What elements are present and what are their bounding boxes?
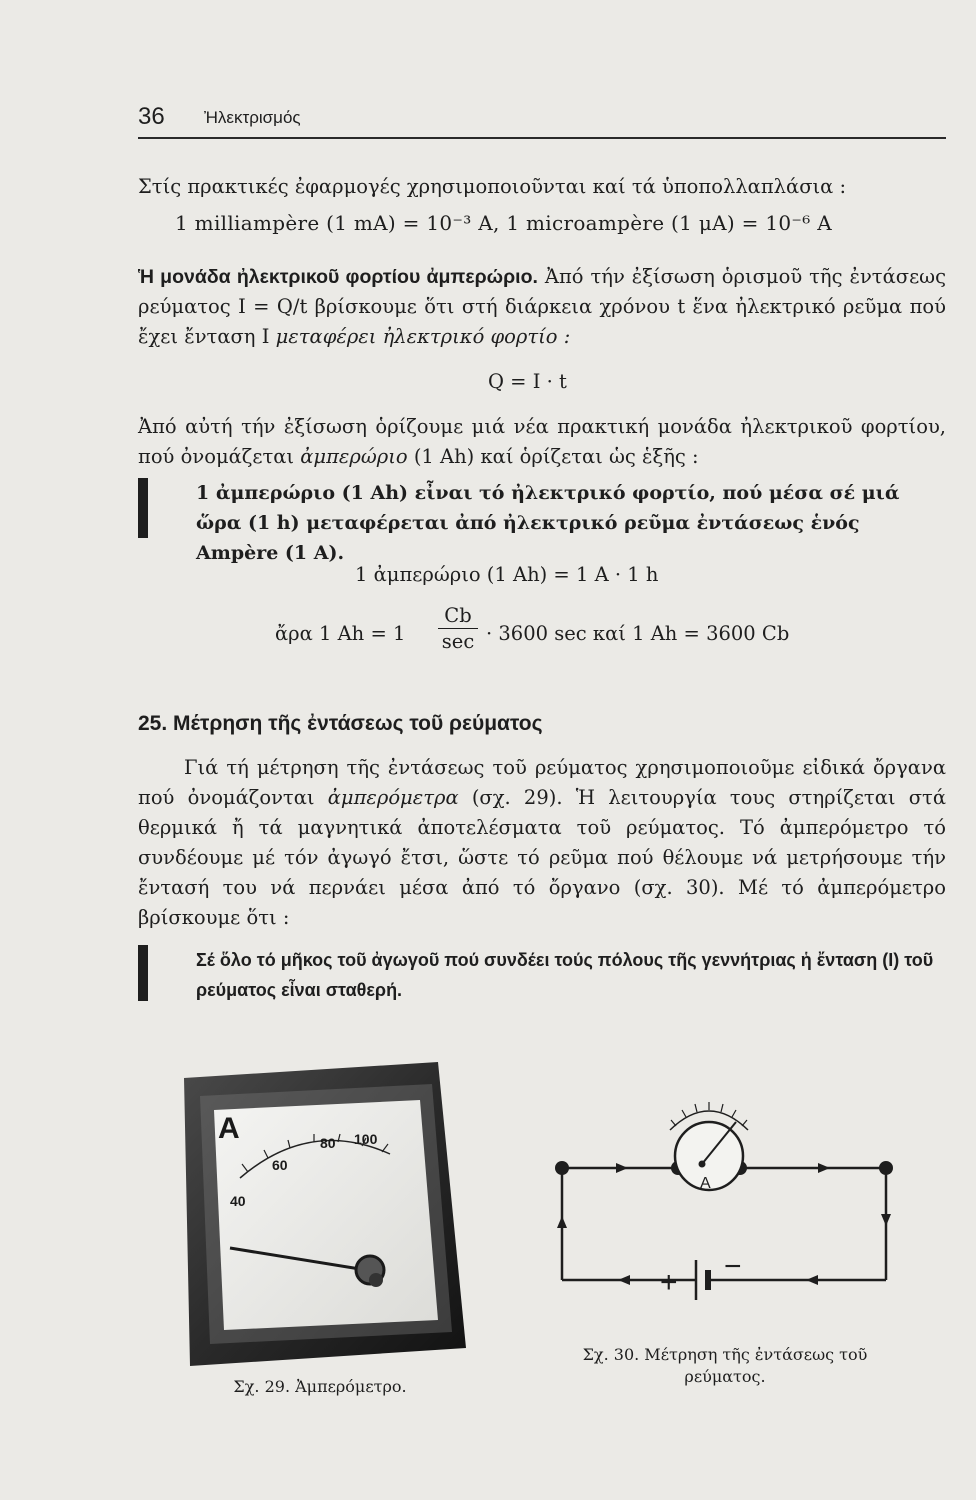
paragraph-ammeter: Γιά τή μέτρηση τῆς ἐντάσεως τοῦ ρεύματος χρησιμοποιοῦμε εἰδικά ὄργανα πού ὀνομάζονται ἀμπερόμετρα (σχ. 29). Ἡ λειτουργία τους στηρίζεται στά θερμικά ἤ τά μαγνητικά ἀποτελέσματα τοῦ ρεύματος. Τό ἀμπερόμετρο τό συνδέουμε μέ τόν ἀγωγό ἔτσι, ὥστε τό ρεῦμα πού θέλουμε νά μετρήσουμε τήν ἔντασή του νά περνάει μέσα ἀπό τό ὄργανο (σχ. 30). Μέ τό ἀμπερόμετρο βρίσκουμε ὅτι : — [138, 756, 946, 929]
paragraph-definition-intro: Ἀπό αὐτή τήν ἐξίσωση ὁρίζουμε μιά νέα πρακτική μονάδα ἠλεκτρικοῦ φορτίου, πού ὀνομάζεται ἀμπερώριο (1 Ah) καί ὁρίζεται ὡς ἑξῆς : — [138, 415, 946, 468]
scale-label-80: 80 — [320, 1135, 336, 1151]
paragraph-submultiples: Στίς πρακτικές ἐφαρμογές χρησιμοποιοῦνται καί τά ὑποπολλαπλάσια : — [138, 175, 847, 198]
fraction-numerator: Cb — [444, 604, 472, 627]
node-top-right — [879, 1161, 893, 1175]
rule-constant-current — [138, 945, 946, 1007]
figure-29 — [170, 1058, 470, 1396]
scale-label-40: 40 — [230, 1193, 246, 1209]
scale-label-100: 100 — [354, 1131, 378, 1147]
fraction-denominator: sec — [441, 630, 475, 653]
caption-fig30: Σχ. 30. Μέτρηση τῆς ἐντάσεως τοῦ ρεύματος. — [582, 1345, 868, 1386]
rule-ampere-hour — [138, 478, 946, 564]
equation-ah-definition: 1 ἀμπερώριο (1 Ah) = 1 A · 1 h — [355, 563, 659, 586]
scale-label-60: 60 — [272, 1157, 288, 1173]
rule-constant-current-text: Σέ ὅλο τό μῆκος τοῦ ἀγωγοῦ πού συνδέει τούς πόλους τῆς γεννήτριας ἡ ἔνταση (I) τοῦ ρεύματος εἶναι σταθερή. — [196, 950, 934, 1000]
subheading-ampere-hour: Ἡ μονάδα ἠλεκτρικοῦ φορτίου ἀμπερώριο. — [138, 266, 538, 288]
page-number: 36 — [138, 103, 165, 130]
negative-pole: − — [724, 1250, 742, 1283]
rule-marker — [138, 945, 148, 1001]
meter-letter: A — [218, 1112, 240, 1145]
running-title: Ἠλεκτρισμός — [204, 108, 301, 127]
equation-ara-right: · 3600 sec καί 1 Ah = 3600 Cb — [486, 622, 790, 645]
paragraph-ampere-hour-intro: Ἡ μονάδα ἠλεκτρικοῦ φορτίου ἀμπερώριο. Ἀπό τήν ἐξίσωση ὁρισμοῦ τῆς ἐντάσεως ρεύματος I = Q/t βρίσκουμε ὅτι στή διάρκεια χρόνου t ἕνα ἠλεκτρικό ρεῦμα πού ἔχει ἔνταση I μεταφέρει ἠλεκτρικό φορτίο : — [138, 265, 946, 348]
section-heading-25: 25. Μέτρηση τῆς ἐντάσεως τοῦ ρεύματος — [138, 712, 543, 735]
positive-pole: + — [660, 1266, 678, 1299]
battery-symbol — [660, 1250, 742, 1300]
page-header — [138, 103, 946, 139]
ammeter-photo — [170, 1058, 470, 1368]
ammeter-label: A — [700, 1175, 711, 1192]
node-top-left — [555, 1161, 569, 1175]
figure-30 — [540, 1086, 930, 1406]
caption-fig29: Σχ. 29. Ἀμπερόμετρο. — [233, 1377, 407, 1396]
rule-marker — [138, 478, 148, 538]
ammeter-symbol — [670, 1102, 748, 1192]
circuit-diagram — [540, 1086, 930, 1316]
equation-units: 1 milliampère (1 mA) = 10⁻³ A, 1 microampère (1 μA) = 10⁻⁶ A — [175, 211, 832, 235]
rule-ampere-hour-text: 1 ἀμπερώριο (1 Ah) εἶναι τό ἠλεκτρικό φορτίο, πού μέσα σέ μιά ὥρα (1 h) μεταφέρεται ἀπό ἠλεκτρικό ρεῦμα ἐντάσεως ἑνός Ampère (1 A). — [196, 482, 900, 564]
fraction-line — [438, 628, 478, 629]
equation-fraction — [438, 604, 478, 653]
equation-q-it: Q = I · t — [488, 370, 567, 393]
equation-ara-left: ἄρα 1 Ah = 1 — [275, 622, 406, 645]
